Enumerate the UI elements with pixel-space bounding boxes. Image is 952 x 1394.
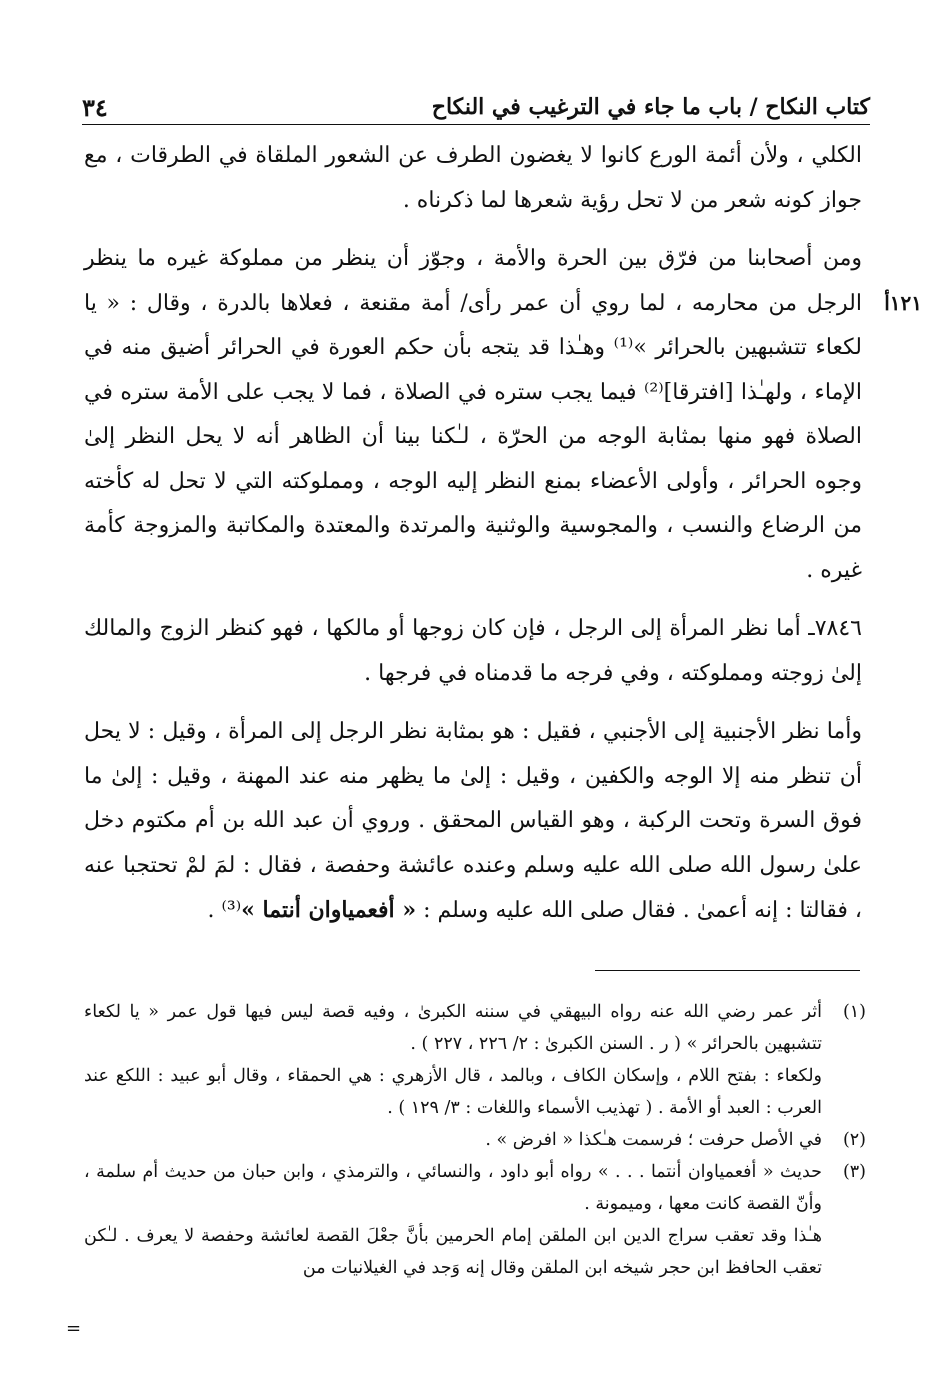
paragraph-2: ومن أصحابنا من فرّق بين الحرة والأمة ، وجوّز أن ينظر من مملوكة غيره ما ينظر الرجل من محارمه ، لما روي أن عمر رأى/ أمة مقنعة ، فعلاها بالدرة ، وقال : « يا لكعاء تتشبهين بالحرائر »⁽¹⁾ وهـٰذا قد يتجه بأن حكم العورة في الحرائر أضيق منه في الإماء ، ولهـٰذا [افترقا]⁽²⁾ فيما يجب ستره في الصلاة ، فما لا يجب على الأمة ستره في الصلاة فهو منها بمثابة الوجه من الحرّة ، لـٰكنا بينا أن الظاهر أنه لا يحل النظر إلىٰ وجوه الحرائر ، وأولى الأعضاء بمنع النظر إليه الوجه ، ومملوكته التي لا تحل له كأخته من الرضاع والنسب ، والمجوسية والوثنية والمرتدة والمعتدة والمكاتبة والمزوجة كأمة غيره . (84, 246, 863, 583)
footnote-text: في الأصل حرفت ؛ فرسمت هـٰكذا « افرض » . (485, 1130, 822, 1150)
footnote-ref-3: ⁽³⁾ . (207, 898, 242, 923)
paragraph-4 (84, 710, 862, 934)
footnote-number: (٢) (842, 1130, 866, 1150)
running-header (82, 82, 870, 125)
footnote-text: هـٰذا وقد تعقب سراج الدين ابن الملقن إمام الحرمين بأنَّ جعْلَ القصة لعائشة وحفصة لا يعرف . لـٰكن تعقب الحافظ ابن حجر شيخه ابن الملقن وقال إنه وَجد في الغيلانيات من (84, 1226, 822, 1278)
main-text (84, 134, 862, 934)
footnote-number: (١) (842, 1002, 866, 1022)
manuscript-folio-note: ١٢١أ (884, 291, 922, 315)
paragraph-1: الكلي ، ولأن أئمة الورع كانوا لا يغضون الطرف عن الشعور الملقاة في الطرقات ، مع جواز كونه شعر من لا تحل رؤية شعرها لما ذكرناه . (84, 143, 862, 213)
footnote-text: حديث « أفعمياوان أنتما . . . » رواه أبو داود ، والنسائي ، والترمذي ، وابن حبان من حديث أم سلمة ، وأنّ القصة كانت معها ، وميمونة . (84, 1162, 822, 1214)
footnote-separator (595, 970, 860, 971)
footnote-number: (٣) (842, 1162, 866, 1182)
running-title: كتاب النكاح / باب ما جاء في الترغيب في النكاح (431, 94, 870, 120)
footnote-1 (84, 996, 866, 1060)
footnotes (84, 996, 866, 1284)
footnote-2 (84, 1124, 866, 1156)
footnote-3 (84, 1156, 866, 1220)
page-number: ٣٤ (82, 93, 108, 122)
footnote-3-continuation (84, 1220, 866, 1284)
footnote-text: ولكعاء : بفتح اللام ، وإسكان الكاف ، وبالمد ، قال الأزهري : هي الحمقاء ، وقال أبو عبيد : اللكع عند العرب : العبد أو الأمة . ( تهذيب الأسماء واللغات : ٣/ ١٢٩ ) . (84, 1066, 822, 1118)
footnote-text: أثر عمر رضي الله عنه رواه البيهقي في سننه الكبرىٰ ، وفيه قصة ليس فيها قول عمر « يا لكعاء تتشبهين بالحرائر » ( ر . السنن الكبرىٰ : ٢/ ٢٢٦ ، ٢٢٧ ) . (84, 1002, 822, 1054)
paragraph-4-text: وأما نظر الأجنبية إلى الأجنبي ، فقيل : هو بمثابة نظر الرجل إلى المرأة ، وقيل : لا يحل أن تنظر منه إلا الوجه والكفين ، وقيل : إلىٰ ما يظهر منه عند المهنة ، وقيل : إلىٰ ما فوق السرة وتحت الركبة ، وهو القياس المحقق . وروي أن عبد الله بن أم مكتوم دخل علىٰ رسول الله صلى الله عليه وسلم وعنده عائشة وحفصة ، فقال : لمَ لمْ تحتجبا عنه ، فقالتا : إنه أعمىٰ . فقال صلى الله عليه وسلم : (84, 719, 862, 923)
hadith-quote: « أفعمياوان أنتما » (241, 897, 417, 923)
continuation-mark: = (66, 1318, 82, 1339)
footnote-1-continuation (84, 1060, 866, 1124)
paragraph-3: ٧٨٤٦ـ أما نظر المرأة إلى الرجل ، فإن كان زوجها أو مالكها ، فهو كنظر الزوج والمالك إلىٰ زوجته ومملوكته ، وفي فرجه ما قدمناه في فرجها . (84, 616, 862, 686)
